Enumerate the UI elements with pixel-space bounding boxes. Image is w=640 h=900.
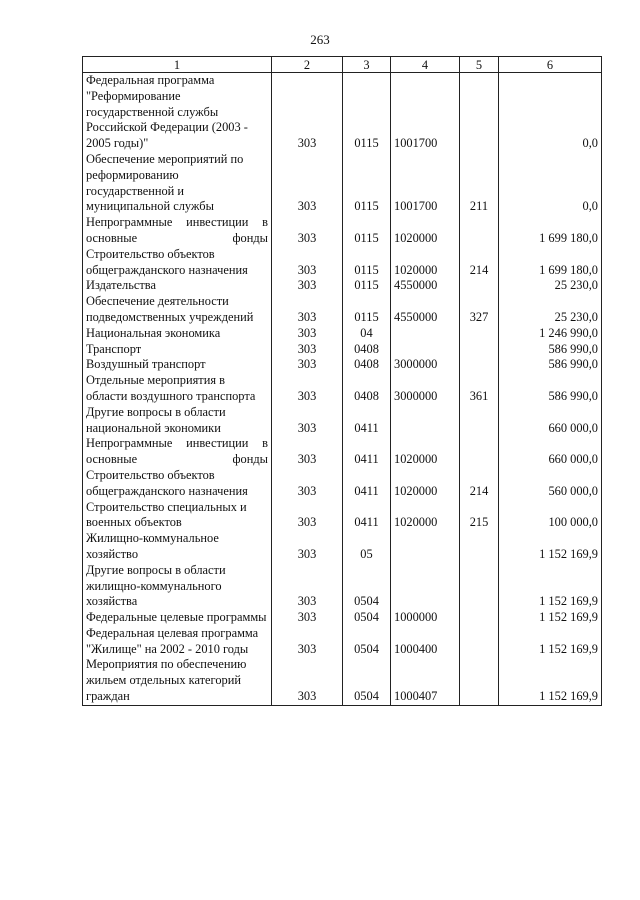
item-name-cell: Федеральная целевая программа "Жилище" на 2002 - 2010 годы: [83, 626, 272, 658]
expense-type-code-cell: [460, 626, 499, 658]
table-row: [83, 468, 602, 500]
expense-type-code-cell: 214: [460, 247, 499, 279]
table-body: [83, 73, 602, 706]
expense-type-code-cell: 211: [460, 152, 499, 215]
ministry-code-cell: 303: [272, 294, 343, 326]
amount-cell: 1 699 180,0: [499, 215, 602, 247]
section-code-cell: 0408: [343, 373, 391, 405]
table-row: [83, 342, 602, 358]
ministry-code-cell: 303: [272, 326, 343, 342]
ministry-code-cell: 303: [272, 563, 343, 610]
budget-table: [82, 56, 602, 706]
target-item-code-cell: 4550000: [391, 294, 460, 326]
ministry-code-cell: 303: [272, 278, 343, 294]
ministry-code-cell: 303: [272, 657, 343, 705]
table-row: [83, 626, 602, 658]
amount-cell: 0,0: [499, 73, 602, 152]
expense-type-code-cell: 327: [460, 294, 499, 326]
table-row: [83, 73, 602, 152]
amount-cell: 586 990,0: [499, 342, 602, 358]
section-code-cell: 0411: [343, 436, 391, 468]
section-code-cell: 0115: [343, 294, 391, 326]
page-number: 263: [310, 32, 330, 47]
table-row: [83, 247, 602, 279]
item-name-cell: Непрограммные инвестиции в основные фонды: [83, 436, 272, 468]
expense-type-code-cell: [460, 357, 499, 373]
table-row: [83, 405, 602, 437]
table-row: [83, 373, 602, 405]
expense-type-code-cell: 361: [460, 373, 499, 405]
target-item-code-cell: 3000000: [391, 373, 460, 405]
ministry-code-cell: 303: [272, 247, 343, 279]
column-header: 6: [499, 57, 602, 73]
target-item-code-cell: 1020000: [391, 500, 460, 532]
expense-type-code-cell: [460, 342, 499, 358]
expense-type-code-cell: [460, 326, 499, 342]
target-item-code-cell: 1020000: [391, 215, 460, 247]
target-item-code-cell: 3000000: [391, 357, 460, 373]
target-item-code-cell: 4550000: [391, 278, 460, 294]
table-row: [83, 357, 602, 373]
item-name-cell: Обеспечение деятельности подведомственных учреждений: [83, 294, 272, 326]
table-row: [83, 563, 602, 610]
ministry-code-cell: 303: [272, 73, 343, 152]
table-row: [83, 500, 602, 532]
table-row: [83, 278, 602, 294]
target-item-code-cell: [391, 531, 460, 563]
section-code-cell: 0115: [343, 215, 391, 247]
expense-type-code-cell: [460, 278, 499, 294]
amount-cell: 1 152 169,9: [499, 531, 602, 563]
ministry-code-cell: 303: [272, 215, 343, 247]
table-row: [83, 610, 602, 626]
expense-type-code-cell: [460, 215, 499, 247]
table-header-row: [83, 57, 602, 73]
table-row: [83, 531, 602, 563]
expense-type-code-cell: [460, 531, 499, 563]
section-code-cell: 0115: [343, 278, 391, 294]
ministry-code-cell: 303: [272, 405, 343, 437]
item-name-cell: Другие вопросы в области жилищно-коммунального хозяйства: [83, 563, 272, 610]
target-item-code-cell: 1000407: [391, 657, 460, 705]
target-item-code-cell: [391, 326, 460, 342]
item-name-cell: Строительство специальных и военных объектов: [83, 500, 272, 532]
table-row: [83, 657, 602, 705]
amount-cell: 100 000,0: [499, 500, 602, 532]
target-item-code-cell: 1020000: [391, 247, 460, 279]
ministry-code-cell: 303: [272, 626, 343, 658]
table-row: [83, 215, 602, 247]
expense-type-code-cell: 214: [460, 468, 499, 500]
item-name-cell: Строительство объектов общегражданского назначения: [83, 468, 272, 500]
column-header: 4: [391, 57, 460, 73]
target-item-code-cell: 1001700: [391, 73, 460, 152]
section-code-cell: 0408: [343, 357, 391, 373]
column-header: 2: [272, 57, 343, 73]
table-row: [83, 294, 602, 326]
expense-type-code-cell: [460, 436, 499, 468]
section-code-cell: 0408: [343, 342, 391, 358]
section-code-cell: 0504: [343, 563, 391, 610]
section-code-cell: 0504: [343, 626, 391, 658]
amount-cell: 1 152 169,9: [499, 610, 602, 626]
item-name-cell: Жилищно-коммунальное хозяйство: [83, 531, 272, 563]
expense-type-code-cell: [460, 405, 499, 437]
item-name-cell: Транспорт: [83, 342, 272, 358]
amount-cell: 586 990,0: [499, 373, 602, 405]
item-name-cell: Строительство объектов общегражданского назначения: [83, 247, 272, 279]
ministry-code-cell: 303: [272, 373, 343, 405]
section-code-cell: 0504: [343, 610, 391, 626]
ministry-code-cell: 303: [272, 610, 343, 626]
target-item-code-cell: 1000000: [391, 610, 460, 626]
ministry-code-cell: 303: [272, 357, 343, 373]
amount-cell: 1 699 180,0: [499, 247, 602, 279]
ministry-code-cell: 303: [272, 531, 343, 563]
item-name-cell: Обеспечение мероприятий по реформированию государственной и муниципальной службы: [83, 152, 272, 215]
section-code-cell: 0411: [343, 405, 391, 437]
item-name-cell: Другие вопросы в области национальной экономики: [83, 405, 272, 437]
expense-type-code-cell: [460, 563, 499, 610]
ministry-code-cell: 303: [272, 500, 343, 532]
target-item-code-cell: [391, 342, 460, 358]
column-header: 3: [343, 57, 391, 73]
amount-cell: 586 990,0: [499, 357, 602, 373]
column-header: 5: [460, 57, 499, 73]
item-name-cell: Непрограммные инвестиции в основные фонды: [83, 215, 272, 247]
amount-cell: 1 246 990,0: [499, 326, 602, 342]
item-name-cell: Издательства: [83, 278, 272, 294]
section-code-cell: 04: [343, 326, 391, 342]
section-code-cell: 0115: [343, 247, 391, 279]
section-code-cell: 0115: [343, 73, 391, 152]
amount-cell: 560 000,0: [499, 468, 602, 500]
table-row: [83, 152, 602, 215]
amount-cell: 25 230,0: [499, 278, 602, 294]
section-code-cell: 0115: [343, 152, 391, 215]
target-item-code-cell: 1000400: [391, 626, 460, 658]
ministry-code-cell: 303: [272, 436, 343, 468]
target-item-code-cell: [391, 563, 460, 610]
ministry-code-cell: 303: [272, 468, 343, 500]
target-item-code-cell: 1020000: [391, 468, 460, 500]
expense-type-code-cell: 215: [460, 500, 499, 532]
item-name-cell: Отдельные мероприятия в области воздушного транспорта: [83, 373, 272, 405]
amount-cell: 1 152 169,9: [499, 563, 602, 610]
item-name-cell: Федеральные целевые программы: [83, 610, 272, 626]
amount-cell: 660 000,0: [499, 436, 602, 468]
target-item-code-cell: 1020000: [391, 436, 460, 468]
table-row: [83, 326, 602, 342]
amount-cell: 1 152 169,9: [499, 657, 602, 705]
item-name-cell: Воздушный транспорт: [83, 357, 272, 373]
section-code-cell: 0504: [343, 657, 391, 705]
expense-type-code-cell: [460, 610, 499, 626]
ministry-code-cell: 303: [272, 152, 343, 215]
table-row: [83, 436, 602, 468]
amount-cell: 1 152 169,9: [499, 626, 602, 658]
target-item-code-cell: 1001700: [391, 152, 460, 215]
amount-cell: 25 230,0: [499, 294, 602, 326]
item-name-cell: Федеральная программа "Реформирование государственной службы Российской Федерации (2003 - 2005 годы)": [83, 73, 272, 152]
column-header: 1: [83, 57, 272, 73]
section-code-cell: 05: [343, 531, 391, 563]
ministry-code-cell: 303: [272, 342, 343, 358]
item-name-cell: Национальная экономика: [83, 326, 272, 342]
section-code-cell: 0411: [343, 500, 391, 532]
target-item-code-cell: [391, 405, 460, 437]
expense-type-code-cell: [460, 657, 499, 705]
amount-cell: 660 000,0: [499, 405, 602, 437]
amount-cell: 0,0: [499, 152, 602, 215]
section-code-cell: 0411: [343, 468, 391, 500]
item-name-cell: Мероприятия по обеспечению жильем отдельных категорий граждан: [83, 657, 272, 705]
expense-type-code-cell: [460, 73, 499, 152]
